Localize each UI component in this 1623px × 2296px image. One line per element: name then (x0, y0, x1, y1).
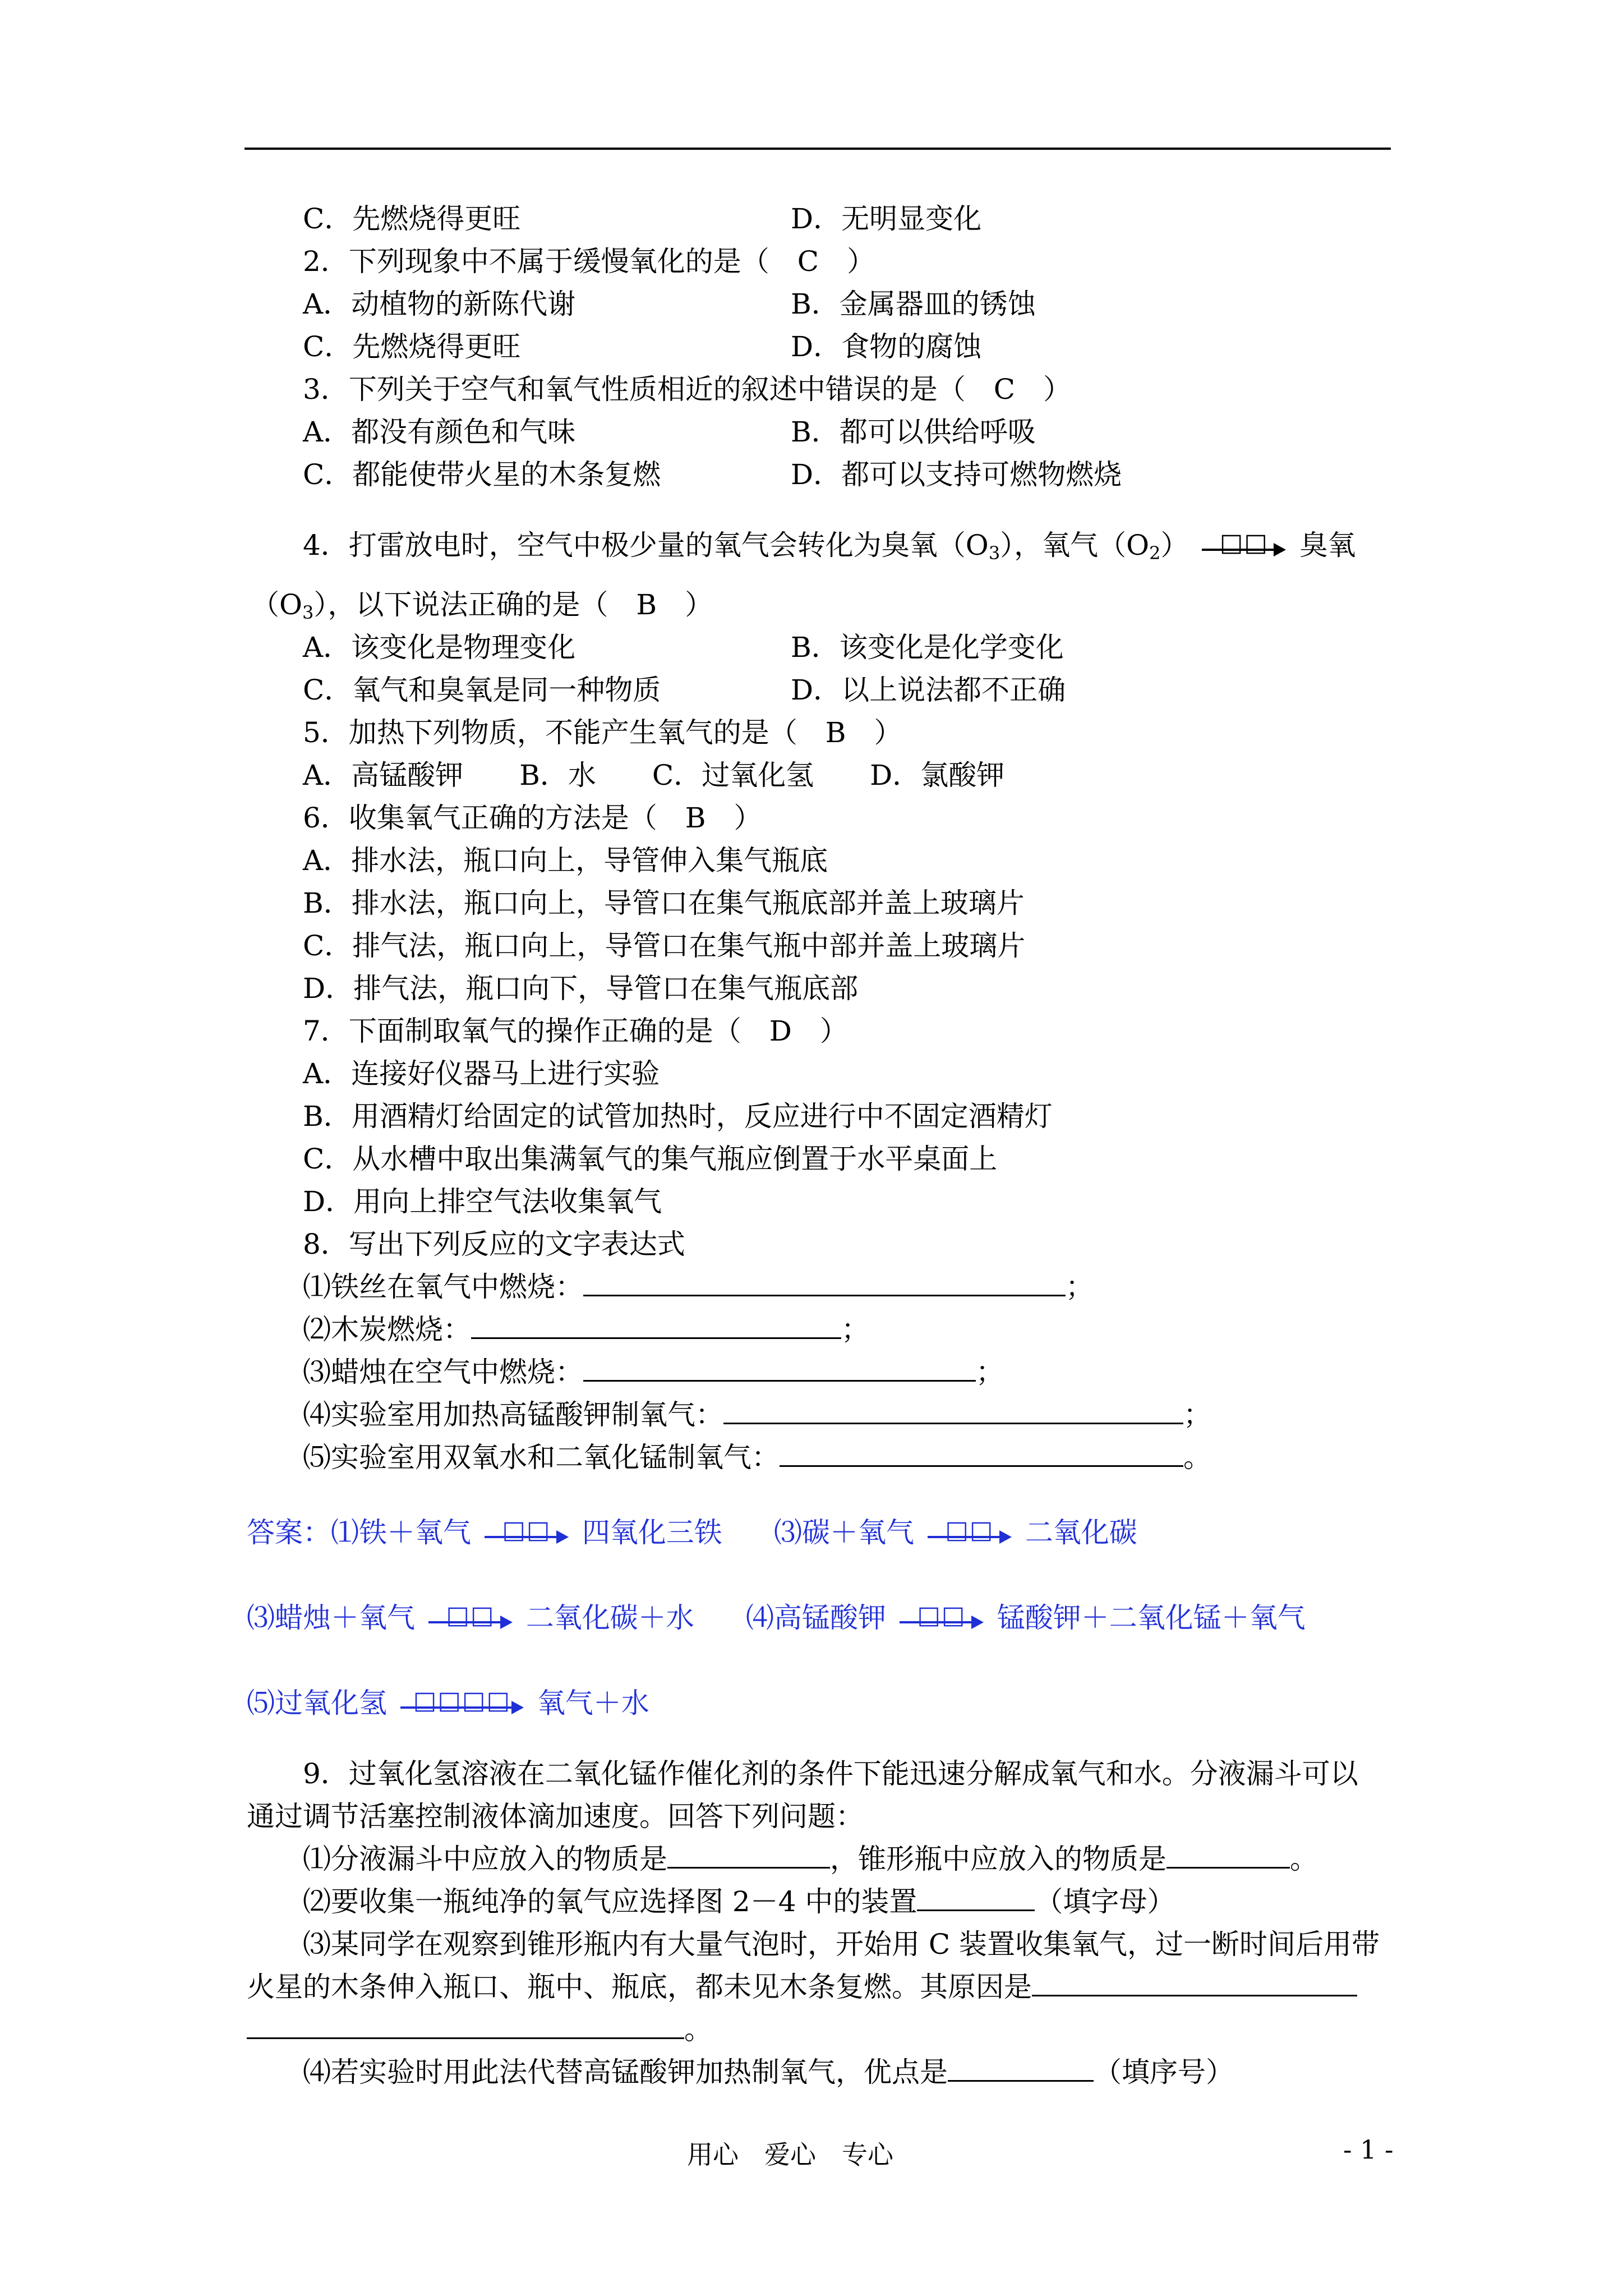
answer-5-condition: □□□□ (413, 1686, 511, 1715)
answer-4 (746, 1600, 1306, 1638)
q8-item-4 (303, 1397, 1211, 1433)
header-rule (245, 148, 1391, 150)
q4-stem-line2 (251, 587, 713, 631)
q9-sub-2-text-b: （填字母） (1035, 1885, 1175, 1918)
answer-2-arrow-shaft (928, 1536, 1004, 1538)
answer-5 (247, 1685, 649, 1723)
answer-5-arrow-shaft (400, 1706, 516, 1709)
q8-item-1 (303, 1269, 1094, 1305)
q4-text-1: 4．打雷放电时，空气中极少量的氧气会转化为臭氧（O (303, 529, 989, 562)
answer-2 (774, 1515, 1137, 1553)
answer-1-arrow-shaft (485, 1536, 561, 1538)
answer-4-arrow (900, 1602, 984, 1638)
q9-sub-4-text-a: ⑷若实验时用此法代替高锰酸钾加热制氧气，优点是 (303, 2056, 948, 2088)
q8-item-5 (303, 1439, 1211, 1475)
answer-2-products: 二氧化碳 (1025, 1516, 1137, 1549)
q8-item-3 (303, 1354, 1004, 1390)
q3-option-a: A．都没有颜色和气味 (303, 416, 576, 448)
q8-item-4-blank[interactable] (723, 1398, 1183, 1424)
q2-option-c: C．先燃烧得更旺 (303, 330, 521, 363)
page-number: - 1 - (1343, 2134, 1394, 2165)
q9-sub-1-blank-1[interactable] (667, 1842, 830, 1869)
q4-text-2: ），氧气（O (1000, 529, 1150, 562)
q9-sub-3-text-b: 火星的木条伸入瓶口、瓶中、瓶底，都未见木条复燃。其原因是 (247, 1971, 1032, 2003)
q4-option-a: A．该变化是物理变化 (303, 631, 576, 664)
q9-sub-1-text-b: ，锥形瓶中应放入的物质是 (830, 1843, 1166, 1875)
q6-option-b: B．排水法，瓶口向上，导管口在集气瓶底部并盖上玻璃片 (303, 887, 1025, 919)
arrow-head-icon (1274, 543, 1286, 556)
q9-sub-4-blank[interactable] (948, 2055, 1094, 2082)
answer-4-products: 锰酸钾＋二氧化锰＋氧气 (997, 1602, 1306, 1634)
q4-line2-text-1: （O (251, 588, 302, 621)
q9-sub-2-text-a: ⑵要收集一瓶纯净的氧气应选择图 2－4 中的装置 (303, 1885, 917, 1918)
q9-sub-3-line3 (247, 2012, 712, 2047)
q4-text-3: ） (1160, 529, 1189, 562)
q4-option-d: D．以上说法都不正确 (791, 674, 1066, 706)
q8-item-4-end: ； (1183, 1398, 1211, 1431)
q3-option-b: B．都可以供给呼吸 (791, 416, 1036, 448)
q8-item-2 (303, 1312, 869, 1347)
q4-line2-sub: 3 (302, 602, 314, 623)
q2-option-d: D．食物的腐蚀 (791, 330, 982, 363)
answer-5-arrow (400, 1687, 524, 1723)
answer-1-reactants: 答案：⑴铁＋氧气 (247, 1516, 471, 1549)
answer-3-condition: □□ (446, 1601, 495, 1630)
q8-item-1-end: ； (1066, 1271, 1094, 1303)
q9-sub-4-text-b: （填序号） (1094, 2056, 1234, 2088)
q8-item-1-blank[interactable] (583, 1270, 1066, 1296)
q8-item-2-label: ⑵木炭燃烧： (303, 1313, 471, 1346)
answer-1-arrow (485, 1517, 569, 1553)
q6-stem: 6．收集氧气正确的方法是（ B ） (303, 802, 762, 834)
q7-option-c: C．从水槽中取出集满氧气的集气瓶应倒置于水平桌面上 (303, 1143, 998, 1175)
answer-2-condition: □□ (945, 1516, 994, 1544)
q2-stem: 2．下列现象中不属于缓慢氧化的是（ C ） (303, 245, 875, 278)
answer-2-reactants: ⑶碳＋氧气 (774, 1516, 914, 1549)
answer-5-arrow-head-icon (511, 1701, 524, 1714)
q4-stem-line1 (303, 527, 1355, 571)
arrow-condition: □□ (1219, 528, 1269, 557)
q2-option-b: B．金属器皿的锈蚀 (791, 288, 1036, 320)
q4-sub-1: 3 (988, 542, 1000, 564)
q4-line2-text-2: ），以下说法正确的是（ B ） (313, 588, 713, 621)
q3-option-c: C．都能使带火星的木条复燃 (303, 458, 661, 491)
reaction-arrow (1202, 530, 1286, 565)
q4-sub-2: 2 (1149, 542, 1161, 564)
arrow-shaft (1202, 549, 1278, 551)
q1-option-d: D．无明显变化 (791, 203, 982, 235)
q8-item-1-label: ⑴铁丝在氧气中燃烧： (303, 1271, 583, 1303)
q4-option-c: C．氧气和臭氧是同一种物质 (303, 674, 661, 706)
q9-sub-4 (303, 2054, 1234, 2090)
q9-sub-3-text-c: 。 (684, 2013, 712, 2046)
answer-3-products: 二氧化碳＋水 (525, 1602, 694, 1634)
footer-motto: 用心 爱心 专心 (687, 2139, 893, 2170)
q6-option-a: A．排水法，瓶口向上，导管伸入集气瓶底 (303, 844, 828, 877)
q5-stem: 5．加热下列物质，不能产生氧气的是（ B ） (303, 716, 902, 749)
q9-sub-3-blank-1[interactable] (1032, 1970, 1357, 1996)
q8-item-3-label: ⑶蜡烛在空气中燃烧： (303, 1356, 583, 1388)
answer-4-reactants: ⑷高锰酸钾 (746, 1602, 886, 1634)
answer-5-reactants: ⑸过氧化氢 (247, 1687, 387, 1719)
q9-sub-2-blank[interactable] (917, 1885, 1035, 1911)
answer-3-arrow (428, 1602, 513, 1638)
q3-stem: 3．下列关于空气和氧气性质相近的叙述中错误的是（ C ） (303, 373, 1072, 406)
q8-item-4-label: ⑷实验室用加热高锰酸钾制氧气： (303, 1398, 723, 1431)
q9-sub-1-text-c: 。 (1290, 1843, 1318, 1875)
q8-item-2-blank[interactable] (471, 1313, 841, 1339)
q8-stem: 8．写出下列反应的文字表达式 (303, 1228, 685, 1260)
q8-item-2-end: ； (841, 1313, 869, 1346)
q7-stem: 7．下面制取氧气的操作正确的是（ D ） (303, 1015, 848, 1047)
q7-option-b: B．用酒精灯给固定的试管加热时，反应进行中不固定酒精灯 (303, 1100, 1053, 1133)
q9-sub-1-blank-2[interactable] (1166, 1842, 1290, 1869)
q9-sub-2 (303, 1884, 1175, 1920)
answer-4-arrow-head-icon (971, 1616, 984, 1629)
q8-item-5-blank[interactable] (780, 1441, 1183, 1467)
answer-1-condition: □□ (502, 1516, 551, 1544)
answer-2-arrow-head-icon (999, 1530, 1012, 1544)
q9-sub-3-blank-2[interactable] (247, 2013, 684, 2039)
q7-option-a: A．连接好仪器马上进行实验 (303, 1057, 660, 1090)
q8-item-5-end: 。 (1183, 1441, 1211, 1474)
q8-item-5-label: ⑸实验室用双氧水和二氧化锰制氧气： (303, 1441, 780, 1474)
q3-option-d: D．都可以支持可燃物燃烧 (791, 458, 1122, 491)
q4-option-b: B．该变化是化学变化 (791, 631, 1064, 664)
q1-option-c: C．先燃烧得更旺 (303, 203, 521, 235)
answer-5-products: 氧气＋水 (537, 1687, 649, 1719)
answer-4-arrow-shaft (900, 1621, 976, 1623)
q6-option-d: D．排气法，瓶口向下，导管口在集气瓶底部 (303, 972, 859, 1005)
q9-sub-3-line2 (247, 1969, 1357, 2005)
answer-3 (247, 1600, 694, 1638)
answer-3-reactants: ⑶蜡烛＋氧气 (247, 1602, 415, 1634)
answer-3-arrow-shaft (428, 1621, 505, 1623)
answer-3-arrow-head-icon (500, 1616, 513, 1629)
q4-text-4: 臭氧 (1299, 529, 1356, 562)
q9-stem-line2: 通过调节活塞控制液体滴加速度。回答下列问题： (247, 1800, 864, 1833)
q5-options: A．高锰酸钾 B．水 C．过氧化氢 D．氯酸钾 (303, 759, 1005, 792)
q8-item-3-blank[interactable] (583, 1355, 976, 1382)
q9-sub-1-text-a: ⑴分液漏斗中应放入的物质是 (303, 1843, 667, 1875)
q9-sub-1 (303, 1841, 1318, 1877)
q2-option-a: A．动植物的新陈代谢 (303, 288, 576, 320)
q6-option-c: C．排气法，瓶口向上，导管口在集气瓶中部并盖上玻璃片 (303, 930, 1026, 962)
q8-item-3-end: ； (976, 1356, 1004, 1388)
q7-option-d: D．用向上排空气法收集氧气 (303, 1185, 662, 1218)
q9-stem-line1: 9．过氧化氢溶液在二氧化锰作催化剂的条件下能迅速分解成氧气和水。分液漏斗可以 (303, 1757, 1358, 1790)
answer-2-arrow (928, 1517, 1012, 1553)
answer-4-condition: □□ (917, 1601, 966, 1630)
answer-1 (247, 1515, 722, 1553)
answer-1-arrow-head-icon (556, 1530, 569, 1544)
q9-sub-3-line1: ⑶某同学在观察到锥形瓶内有大量气泡时，开始用 C 装置收集氧气，过一断时间后用带 (303, 1928, 1380, 1961)
answer-1-products: 四氧化三铁 (582, 1516, 722, 1549)
